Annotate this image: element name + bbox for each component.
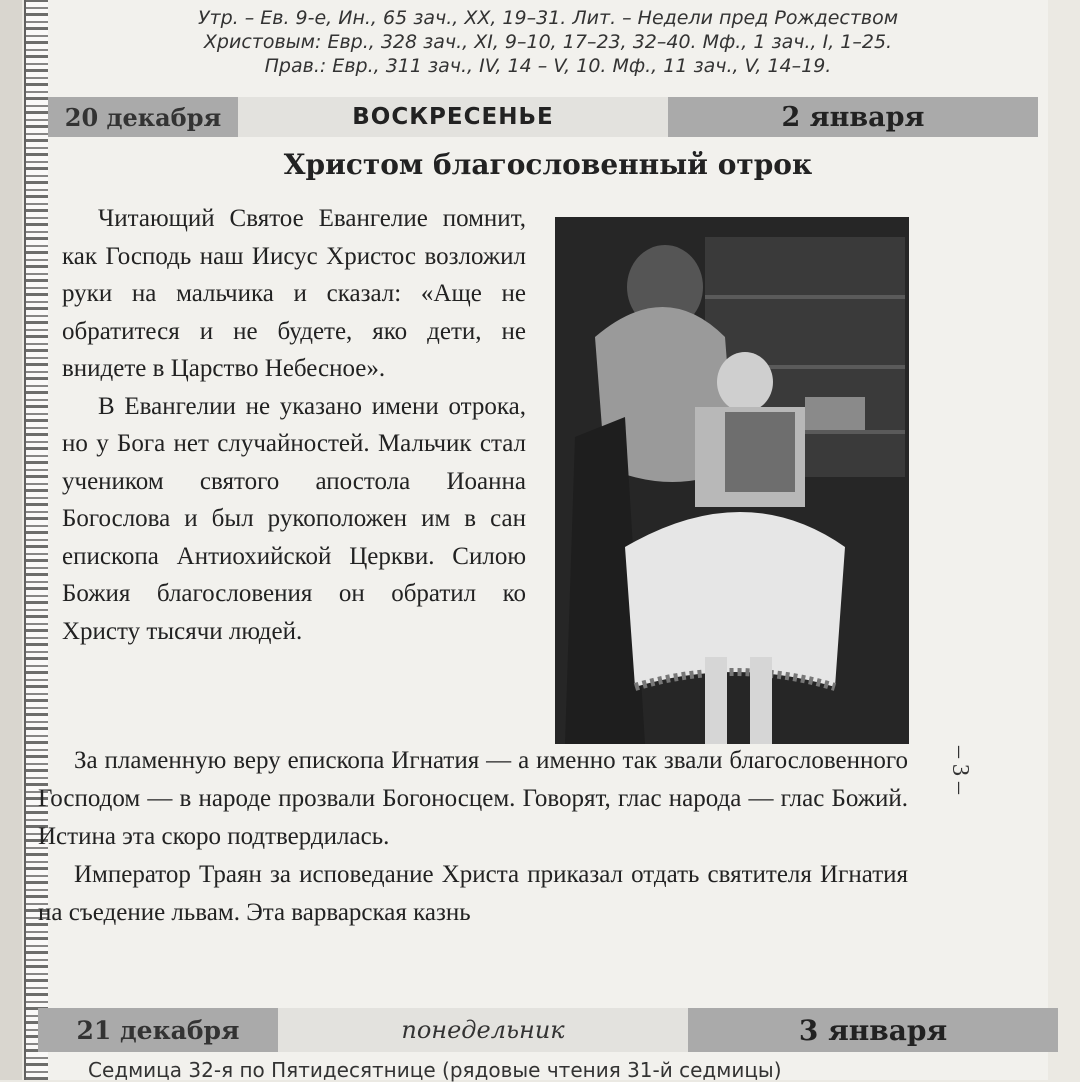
page-number: – 3 – [947, 746, 973, 794]
photo-image [555, 217, 909, 744]
readings-line: Христовым: Евр., 328 зач., XI, 9–10, 17–23, 32–40. Мф., 1 зач., I, 1–25. [203, 31, 893, 53]
readings-line: Утр. – Ев. 9-е, Ин., 65 зач., XX, 19–31. Лит. – Недели пред Рождеством [197, 7, 899, 29]
article-title: Христом благословенный отрок [283, 148, 813, 181]
paragraph: За пламенную веру епископа Игнатия — а именно так звали благословенного Господом — в народе прозвали Богоносцем. Говорят, глас народа — глас Божий. Истина эта скоро подтвердилась. [38, 747, 908, 850]
new-style-date: 3 января [688, 1008, 1058, 1052]
date-bar-bottom [38, 1008, 1058, 1052]
paragraph: Император Траян за исповедание Христа приказал отдать святителя Игнатия на съедение львам. Эта варварская казнь [38, 861, 908, 926]
readings-line: Прав.: Евр., 311 зач., IV, 14 – V, 10. Мф., 11 зач., V, 14–19. [264, 55, 832, 77]
article-photo [555, 217, 909, 744]
date-bar-top [48, 97, 1038, 137]
readings-header [48, 6, 1048, 78]
paragraph: В Евангелии не указано имени отрока, но у Бога нет случайностей. Мальчик стал учеником святого апостола Иоанна Богослова и был рукоположен им в сан епископа Антиохийской Церкви. Силою Божия благословения он обратил ко Христу тысячи людей. [62, 392, 526, 645]
new-style-date: 2 января [668, 97, 1038, 137]
calendar-page [38, 0, 1048, 1082]
book-binding [0, 0, 22, 1080]
article-full-width [38, 742, 908, 932]
weekday-label: ВОСКРЕСЕНЬЕ [238, 97, 668, 137]
old-style-date: 21 декабря [38, 1008, 278, 1052]
old-style-date: 20 декабря [48, 97, 238, 137]
week-note: Седмица 32-я по Пятидесятнице (рядовые чтения 31-й седмицы) [88, 1058, 782, 1082]
paragraph: Читающий Святое Евангелие помнит, как Господь наш Иисус Христос возложил руки на мальчика и сказал: «Аще не обратитеся и не будете, яко дети, не внидете в Царство Небесное». [62, 205, 526, 382]
weekday-label: понедельник [278, 1008, 688, 1052]
article-column [62, 200, 526, 650]
